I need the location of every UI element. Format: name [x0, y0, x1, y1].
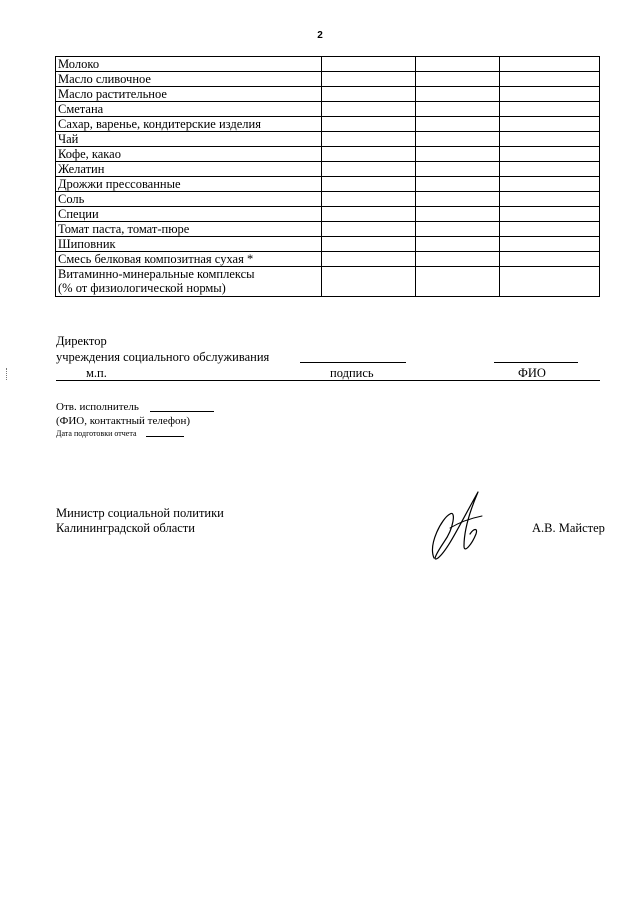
value-cell — [500, 102, 600, 117]
value-cell — [416, 192, 500, 207]
value-cell — [322, 252, 416, 267]
value-cell — [322, 147, 416, 162]
minister-title: Министр социальной политики — [56, 506, 224, 520]
value-cell — [322, 72, 416, 87]
value-cell — [322, 102, 416, 117]
table-row — [56, 87, 600, 102]
executor-label: Отв. исполнитель — [56, 401, 139, 413]
value-cell — [500, 222, 600, 237]
value-cell — [500, 237, 600, 252]
table-row — [56, 237, 600, 252]
table-row — [56, 222, 600, 237]
director-org: учреждения социального обслуживания — [56, 350, 270, 364]
value-cell — [416, 237, 500, 252]
handwritten-signature — [420, 484, 500, 564]
value-cell — [416, 252, 500, 267]
value-cell — [322, 207, 416, 222]
product-name-cell: Чай — [56, 132, 322, 147]
value-cell — [500, 57, 600, 72]
table-row — [56, 252, 600, 267]
table-row — [56, 162, 600, 177]
value-cell — [416, 207, 500, 222]
stamp-label: м.п. — [86, 366, 107, 380]
value-cell — [322, 267, 416, 297]
table-row-vitamins — [56, 267, 600, 297]
value-cell — [322, 237, 416, 252]
value-cell — [416, 87, 500, 102]
report-date-line — [146, 436, 184, 437]
product-name-cell: Желатин — [56, 162, 322, 177]
signature-label: подпись — [330, 366, 374, 380]
value-cell — [416, 162, 500, 177]
value-cell — [322, 87, 416, 102]
product-name-cell: Масло сливочное — [56, 72, 322, 87]
signature-line — [300, 362, 406, 363]
value-cell — [322, 162, 416, 177]
value-cell — [322, 57, 416, 72]
value-cell — [416, 147, 500, 162]
divider — [56, 380, 600, 381]
table-row — [56, 192, 600, 207]
value-cell — [416, 132, 500, 147]
product-name-cell — [56, 267, 322, 297]
food-products-table — [55, 56, 600, 297]
value-cell — [416, 177, 500, 192]
name-line — [494, 362, 578, 363]
value-cell — [322, 192, 416, 207]
table-row — [56, 57, 600, 72]
table-row — [56, 102, 600, 117]
report-date-label: Дата подготовки отчета — [56, 429, 137, 438]
executor-line — [150, 411, 214, 412]
value-cell — [416, 222, 500, 237]
value-cell — [500, 132, 600, 147]
value-cell — [500, 162, 600, 177]
product-name-cell: Шиповник — [56, 237, 322, 252]
executor-contacts: (ФИО, контактный телефон) — [56, 415, 191, 427]
vitamins-line2: (% от физиологической нормы) — [58, 281, 226, 295]
minister-name: А.В. Майстер — [532, 521, 605, 535]
value-cell — [416, 72, 500, 87]
table-row — [56, 177, 600, 192]
value-cell — [416, 57, 500, 72]
value-cell — [500, 177, 600, 192]
table-row — [56, 147, 600, 162]
value-cell — [416, 117, 500, 132]
table-row — [56, 207, 600, 222]
value-cell — [322, 222, 416, 237]
scan-artifact — [6, 368, 8, 380]
value-cell — [416, 102, 500, 117]
product-name-cell: Соль — [56, 192, 322, 207]
value-cell — [500, 117, 600, 132]
value-cell — [500, 87, 600, 102]
minister-region: Калининградской области — [56, 521, 195, 535]
value-cell — [500, 192, 600, 207]
value-cell — [500, 252, 600, 267]
product-name-cell: Кофе, какао — [56, 147, 322, 162]
table-row — [56, 72, 600, 87]
product-name-cell: Дрожжи прессованные — [56, 177, 322, 192]
value-cell — [416, 267, 500, 297]
product-name-cell: Смесь белковая композитная сухая * — [56, 252, 322, 267]
name-label: ФИО — [518, 366, 546, 380]
product-name-cell: Специи — [56, 207, 322, 222]
product-name-cell: Сметана — [56, 102, 322, 117]
value-cell — [500, 72, 600, 87]
vitamins-line1: Витаминно-минеральные комплексы — [58, 267, 255, 281]
value-cell — [500, 267, 600, 297]
director-title: Директор — [56, 334, 107, 348]
value-cell — [322, 117, 416, 132]
value-cell — [500, 207, 600, 222]
product-name-cell: Сахар, варенье, кондитерские изделия — [56, 117, 322, 132]
value-cell — [322, 132, 416, 147]
table-row — [56, 132, 600, 147]
value-cell — [500, 147, 600, 162]
product-name-cell: Томат паста, томат-пюре — [56, 222, 322, 237]
product-name-cell: Молоко — [56, 57, 322, 72]
page-number: 2 — [317, 30, 323, 41]
value-cell — [322, 177, 416, 192]
product-name-cell: Масло растительное — [56, 87, 322, 102]
table-row — [56, 117, 600, 132]
